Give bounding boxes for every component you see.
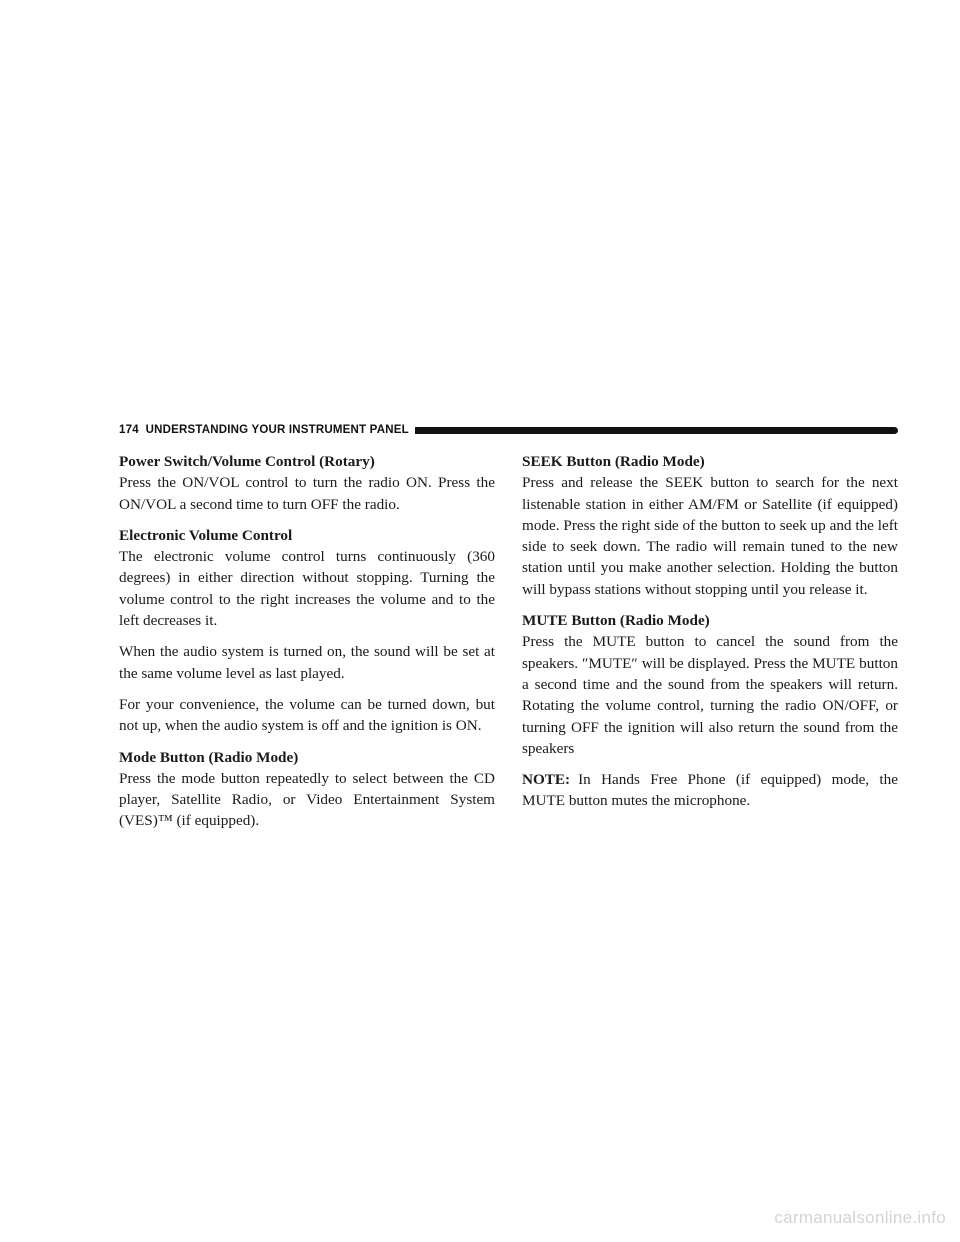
watermark: carmanualsonline.info — [774, 1208, 946, 1227]
note-body: In Hands Free Phone (if equipped) mode, the MUTE button mutes the microphone. — [522, 771, 898, 810]
note-label: NOTE: — [522, 771, 571, 789]
mode-body: Press the mode button repeatedly to select between the CD player, Satellite Radio, or Video Entertainment System (VES)™ (if equipped). — [119, 769, 495, 830]
note-paragraph — [522, 769, 898, 812]
right-column — [522, 451, 898, 822]
section-title: UNDERSTANDING YOUR INSTRUMENT PANEL — [145, 424, 409, 436]
seek-heading: SEEK Button (Radio Mode) — [522, 453, 705, 470]
header-rule — [415, 427, 898, 434]
mute-body: Press the MUTE button to cancel the sound from the speakers. ″MUTE″ will be displayed. Press the MUTE button a second time and the sound from the speakers will return. Rotating the volume control, turning the radio ON/OFF, or turning OFF the ignition will also return the sound from the speakers — [522, 633, 898, 757]
page-header — [119, 420, 898, 440]
left-column — [119, 451, 495, 842]
volume-heading: Electronic Volume Control — [119, 526, 293, 544]
volume-body: The electronic volume control turns continuously (360 degrees) in either direction without stopping. Turning the volume control to the right increases the volume and to the left decreases it. — [119, 548, 495, 630]
volume-body-2: When the audio system is turned on, the sound will be set at the same volume level as last played. — [119, 643, 495, 682]
seek-body: Press and release the SEEK button to search for the next listenable station in either AM/FM or Satellite (if equipped) mode. Press the right side of the button to seek up and the left side to seek down. The radio will remain tuned to the new station until you make another selection. Holding the button will bypass stations without stopping until you release it. — [522, 474, 898, 598]
power-body: Press the ON/VOL control to turn the radio ON. Press the ON/VOL a second time to turn OFF the radio. — [119, 474, 495, 513]
power-heading: Power Switch/Volume Control (Rotary) — [119, 453, 375, 470]
mute-heading: MUTE Button (Radio Mode) — [522, 612, 710, 630]
volume-body-3: For your convenience, the volume can be turned down, but not up, when the audio system is off and the ignition is ON. — [119, 695, 495, 735]
page-number: 174 — [119, 424, 139, 436]
mode-heading: Mode Button (Radio Mode) — [119, 748, 299, 766]
header-text — [119, 424, 409, 436]
